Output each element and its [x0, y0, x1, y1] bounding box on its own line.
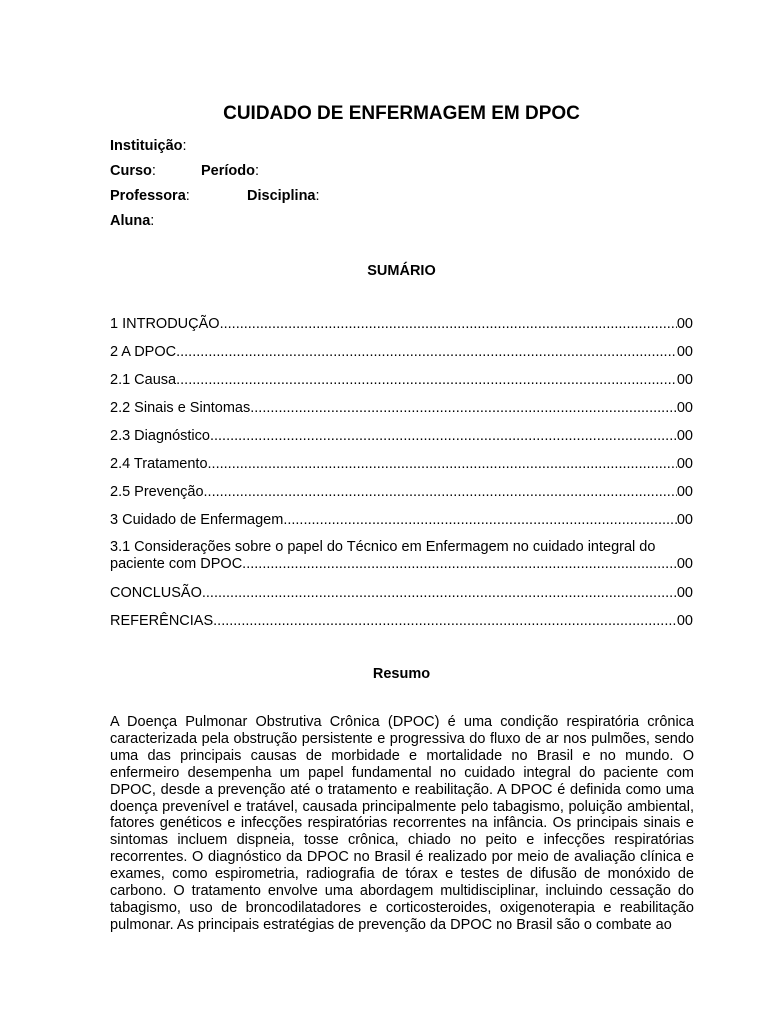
toc-leader: [202, 584, 677, 602]
disciplina-label: Disciplina: [247, 188, 316, 204]
toc-label: 2.4 Tratamento: [110, 456, 208, 472]
summary-heading: SUMÁRIO: [367, 263, 436, 279]
toc-entry: [110, 427, 693, 445]
curso-label: Curso: [110, 163, 152, 179]
toc-label: 2.3 Diagnóstico: [110, 428, 210, 444]
toc-leader: [242, 556, 677, 573]
toc-entry: [110, 584, 693, 602]
toc-page: 00: [676, 316, 693, 332]
professora-label: Professora: [110, 188, 186, 204]
toc-entry-multiline: [110, 539, 693, 573]
toc-entry: [110, 455, 693, 473]
field-curso: [110, 161, 156, 181]
toc-label: 3 Cuidado de Enfermagem: [110, 512, 284, 528]
toc-leader: [213, 612, 677, 630]
toc-label-line2: paciente com DPOC: [110, 556, 243, 572]
toc-leader: [250, 399, 677, 417]
toc-page: 00: [676, 484, 693, 500]
separator: :: [315, 188, 320, 204]
periodo-label: Período: [201, 163, 255, 179]
toc-entry: [110, 399, 693, 417]
toc-entry: [110, 511, 693, 529]
toc-page: 00: [676, 613, 693, 629]
abstract-paragraph: A Doença Pulmonar Obstrutiva Crônica (DPOC) é uma condição respiratória crônica caracterizada pela obstrução persistente e progressiva do fluxo de ar nos pulmões, sendo uma das principais causas de morbidade e mortalidade no Brasil e no mundo. O enfermeiro desempenha um papel fundamental no cuidado integral do paciente com DPOC, desde a prevenção até o tratamento e reabilitação. A DPOC é definida como uma doença prevenível e tratável, causada principalmente pelo tabagismo, poluição ambiental, fatores genéticos e infecções respiratórias recorrentes na infância. Os principais sinais e sintomas incluem dispneia, tosse crônica, chiado no peito e infecções respiratórias recorrentes. O diagnóstico da DPOC no Brasil é realizado por meio de avaliação clínica e exames, como espirometria, radiografia de tórax e testes de difusão de monóxido de carbono. O tratamento envolve uma abordagem multidisciplinar, incluindo cessação do tabagismo, uso de broncodilatadores e corticosteroides, oxigenoterapia e reabilitação pulmonar. As principais estratégias de prevenção da DPOC no Brasil são o combate ao: [110, 714, 694, 933]
toc-entry: [110, 371, 693, 389]
toc-label: 1 INTRODUÇÃO: [110, 316, 220, 332]
toc-label: 2 A DPOC: [110, 344, 177, 360]
toc-label-line2-row: [110, 556, 693, 573]
toc-entry: [110, 612, 693, 630]
toc-leader: [176, 371, 677, 389]
field-aluna: [110, 211, 154, 231]
toc-page: 00: [676, 400, 693, 416]
instituicao-label: Instituição: [110, 138, 183, 154]
toc-leader: [283, 511, 677, 529]
toc-leader: [210, 427, 677, 445]
separator: :: [151, 163, 156, 179]
toc-leader: [204, 483, 677, 501]
document-title: CUIDADO DE ENFERMAGEM EM DPOC: [223, 103, 580, 124]
toc-leader: [176, 343, 677, 361]
separator: :: [185, 188, 190, 204]
toc-leader: [208, 455, 677, 473]
field-instituicao: [110, 136, 187, 156]
toc-entry: [110, 483, 693, 501]
separator: :: [150, 213, 155, 229]
toc-page: 00: [676, 556, 693, 572]
toc-label: REFERÊNCIAS: [110, 613, 214, 629]
toc-label: 2.5 Prevenção: [110, 484, 204, 500]
toc-label-line1: 3.1 Considerações sobre o papel do Técnico em Enfermagem no cuidado integral do: [110, 539, 656, 555]
toc-entry: [110, 343, 693, 361]
toc-page: 00: [676, 372, 693, 388]
toc-label: 2.2 Sinais e Sintomas: [110, 400, 251, 416]
separator: :: [182, 138, 187, 154]
toc-entry: [110, 315, 693, 333]
toc-page: 00: [676, 456, 693, 472]
toc-page: 00: [676, 344, 693, 360]
aluna-label: Aluna: [110, 213, 151, 229]
toc-page: 00: [676, 428, 693, 444]
separator: :: [254, 163, 260, 179]
abstract-heading: Resumo: [372, 666, 431, 682]
field-professora: [110, 186, 190, 206]
toc-label: 2.1 Causa: [110, 372, 177, 388]
toc-label: CONCLUSÃO: [110, 585, 202, 601]
toc-page: 00: [676, 512, 693, 528]
toc-leader: [220, 315, 677, 333]
field-periodo: [201, 161, 259, 181]
toc-page: 00: [676, 585, 693, 601]
field-disciplina: [247, 186, 320, 206]
